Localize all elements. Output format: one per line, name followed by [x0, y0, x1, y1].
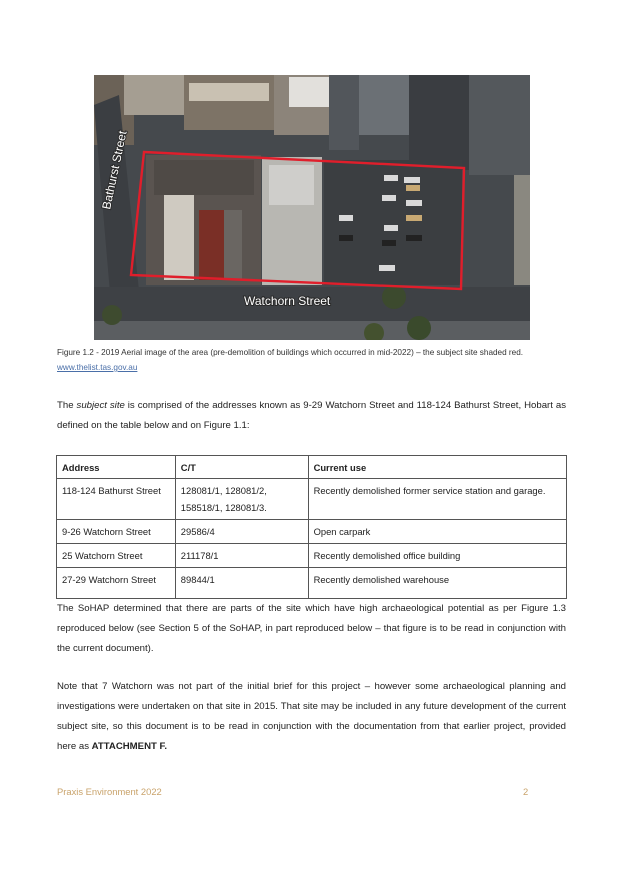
intro-paragraph: [57, 396, 566, 436]
table-row: [57, 544, 567, 568]
intro-emphasis: subject site: [76, 400, 125, 411]
cell-use: Recently demolished former service station and garage.: [308, 479, 566, 520]
table-row: [57, 479, 567, 520]
header-address: Address: [57, 456, 176, 479]
cell-use: Recently demolished warehouse: [308, 568, 566, 599]
header-current-use: Current use: [308, 456, 566, 479]
header-ct: C/T: [175, 456, 308, 479]
table-header-row: [57, 456, 567, 479]
bathurst-street-label: Bathurst Street: [99, 129, 130, 211]
footer-company: Praxis Environment 2022: [57, 786, 162, 797]
figure-caption-text: Figure 1.2 - 2019 Aerial image of the area (pre-demolition of buildings which occurred in mid-2022) – the subject site shaded red.: [57, 348, 524, 357]
table-row: [57, 520, 567, 544]
cell-address: 118-124 Bathurst Street: [57, 479, 176, 520]
cell-ct: 211178/1: [175, 544, 308, 568]
site-table: [56, 455, 567, 599]
cell-use: Open carpark: [308, 520, 566, 544]
cell-ct: 29586/4: [175, 520, 308, 544]
aerial-photo-illustration: [94, 75, 530, 340]
intro-text: is comprised of the addresses known as 9-29 Watchorn Street and 118-124 Bathurst Street, Hobart as defined on the table below and on Figure 1.1:: [57, 400, 566, 431]
figure-caption: [57, 345, 566, 375]
cell-address: 25 Watchorn Street: [57, 544, 176, 568]
note-text: Note that 7 Watchorn was not part of the initial brief for this project – however some archaeological planning and investigations were undertaken on that site in 2015. That site may be included in any future development of the current subject site, so this document is to be read in conjunction with the documentation from that earlier project, provided here as: [57, 681, 566, 752]
page-number: 2: [523, 786, 529, 797]
cell-use: Recently demolished office building: [308, 544, 566, 568]
watchorn-street-label: Watchorn Street: [244, 294, 331, 308]
aerial-image: [94, 75, 530, 340]
intro-prefix: The: [57, 400, 77, 411]
cell-address: 27-29 Watchorn Street: [57, 568, 176, 599]
note-paragraph: [57, 677, 566, 757]
sohap-paragraph: The SoHAP determined that there are parts of the site which have high archaeological potential as per Figure 1.3 reproduced below (see Section 5 of the SoHAP, in part reproduced below – that figure is to be read in conjunction with the current document).: [57, 603, 566, 654]
source-link[interactable]: www.thelist.tas.gov.au: [57, 363, 138, 372]
attachment-reference: ATTACHMENT F.: [91, 741, 167, 752]
table-row: [57, 568, 567, 599]
cell-address: 9-26 Watchorn Street: [57, 520, 176, 544]
cell-ct: 128081/1, 128081/2, 158518/1, 128081/3.: [175, 479, 308, 520]
cell-ct: 89844/1: [175, 568, 308, 599]
